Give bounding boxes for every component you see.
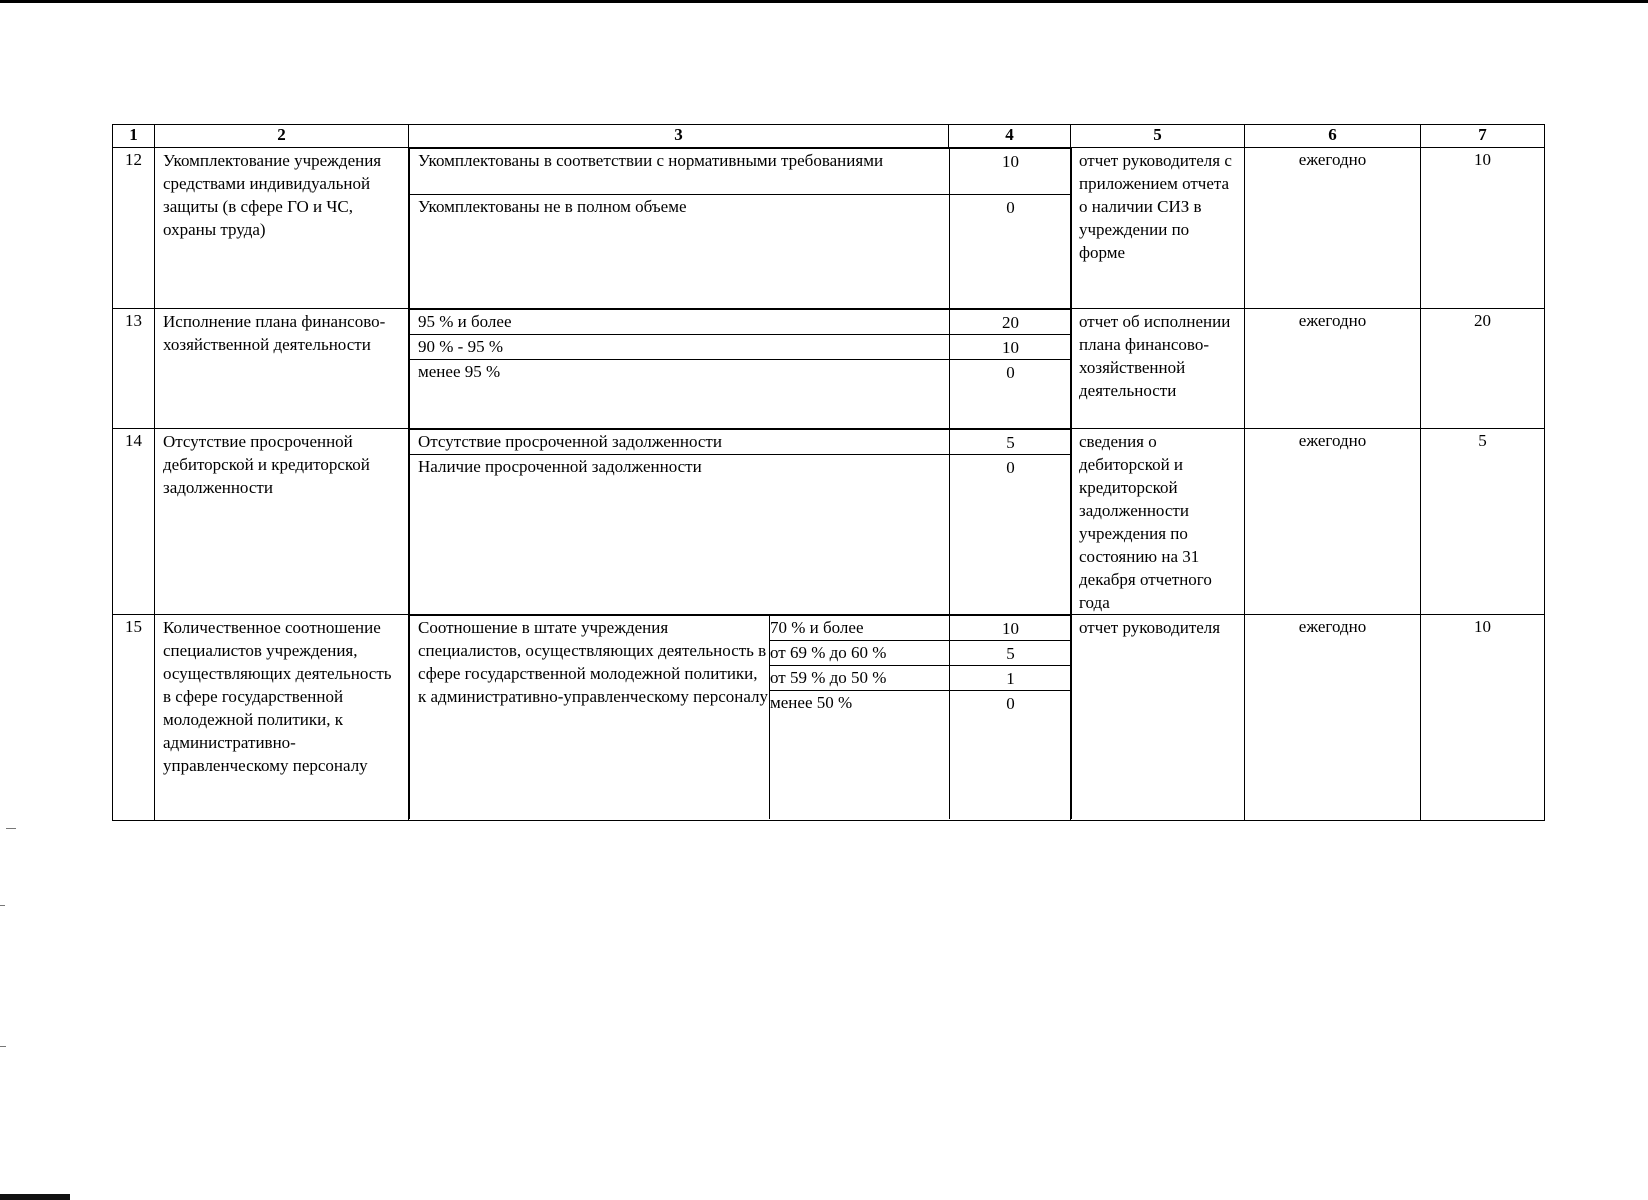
header-row: [113, 125, 1545, 148]
scan-speck: [6, 828, 16, 829]
criterion-text: от 69 % до 60 %: [770, 641, 950, 666]
header-cell: 3: [409, 125, 949, 148]
criterion-score: 10: [950, 616, 1072, 641]
period-cell: ежегодно: [1245, 615, 1421, 821]
max-score-cell: 10: [1421, 148, 1545, 309]
criteria-cell: [409, 615, 1071, 821]
indicator-cell: Укомплектование учреждения средствами индивидуальной защиты (в сфере ГО и ЧС, охраны труда): [155, 148, 409, 309]
criterion-row: [410, 360, 1072, 428]
criterion-score: 20: [950, 310, 1072, 335]
criterion-row: [410, 195, 1072, 308]
row-number: 15: [113, 615, 155, 821]
table-row: [113, 428, 1545, 615]
criterion-row: [410, 616, 1072, 641]
header-cell: 7: [1421, 125, 1545, 148]
criterion-text: 70 % и более: [770, 616, 950, 641]
criteria-cell: [409, 309, 1071, 429]
indicator-cell: Отсутствие просроченной дебиторской и кредиторской задолженности: [155, 428, 409, 615]
period-cell: ежегодно: [1245, 309, 1421, 429]
criterion-text: Наличие просроченной задолженности: [410, 454, 950, 614]
criterion-score: 5: [950, 429, 1072, 454]
criterion-row: [410, 310, 1072, 335]
criterion-text: Укомплектованы в соответствии с нормативными требованиями: [410, 149, 950, 195]
report-cell: отчет руководителя: [1071, 615, 1245, 821]
criterion-text: 90 % - 95 %: [410, 335, 950, 360]
criterion-text: Отсутствие просроченной задолженности: [410, 429, 950, 454]
criteria-list: [409, 148, 1072, 308]
scan-speck: [0, 1046, 6, 1047]
table-row: [113, 615, 1545, 821]
report-cell: сведения о дебиторской и кредиторской задолженности учреждения по состоянию на 31 декабря отчетного года: [1071, 428, 1245, 615]
row-number: 12: [113, 148, 155, 309]
criteria-list: [409, 615, 1072, 819]
indicator-cell: Количественное соотношение специалистов учреждения, осуществляющих деятельность в сфере государственной молодежной политики, к административно-управленческому персоналу: [155, 615, 409, 821]
header-cell: 4: [949, 125, 1071, 148]
document-page: [112, 124, 1544, 821]
max-score-cell: 10: [1421, 615, 1545, 821]
criterion-row: [410, 335, 1072, 360]
criterion-score: 0: [950, 360, 1072, 428]
criterion-row: [410, 149, 1072, 195]
scan-speck: [0, 905, 5, 906]
criterion-score: 0: [950, 454, 1072, 614]
indicator-cell: Исполнение плана финансово-хозяйственной деятельности: [155, 309, 409, 429]
criterion-score: 1: [950, 666, 1072, 691]
period-cell: ежегодно: [1245, 148, 1421, 309]
criterion-text: от 59 % до 50 %: [770, 666, 950, 691]
table-row: [113, 309, 1545, 429]
criterion-row: [410, 454, 1072, 614]
criterion-score: 0: [950, 691, 1072, 820]
criteria-cell: [409, 428, 1071, 615]
row-number: 14: [113, 428, 155, 615]
header-cell: 6: [1245, 125, 1421, 148]
max-score-cell: 5: [1421, 428, 1545, 615]
header-cell: 1: [113, 125, 155, 148]
criterion-text: 95 % и более: [410, 310, 950, 335]
max-score-cell: 20: [1421, 309, 1545, 429]
criterion-text: менее 50 %: [770, 691, 950, 820]
page-top-edge: [0, 0, 1648, 3]
row-number: 13: [113, 309, 155, 429]
criteria-list: [409, 429, 1072, 615]
criterion-score: 5: [950, 641, 1072, 666]
table-row: [113, 148, 1545, 309]
criterion-score: 0: [950, 195, 1072, 308]
criteria-table: [112, 124, 1545, 821]
header-cell: 5: [1071, 125, 1245, 148]
criteria-list: [409, 309, 1072, 428]
period-cell: ежегодно: [1245, 428, 1421, 615]
criterion-text: Укомплектованы не в полном объеме: [410, 195, 950, 308]
criteria-cell: [409, 148, 1071, 309]
criterion-score: 10: [950, 149, 1072, 195]
header-cell: 2: [155, 125, 409, 148]
criterion-text: менее 95 %: [410, 360, 950, 428]
report-cell: отчет об исполнении плана финансово-хозяйственной деятельности: [1071, 309, 1245, 429]
criterion-row: [410, 429, 1072, 454]
criterion-main-text: Соотношение в штате учреждения специалистов, осуществляющих деятельность в сфере государственной молодежной политики, к административно-управленческому персоналу: [410, 616, 770, 820]
report-cell: отчет руководителя с приложением отчета о наличии СИЗ в учреждении по форме: [1071, 148, 1245, 309]
page-bottom-mark: [0, 1194, 70, 1200]
criterion-score: 10: [950, 335, 1072, 360]
